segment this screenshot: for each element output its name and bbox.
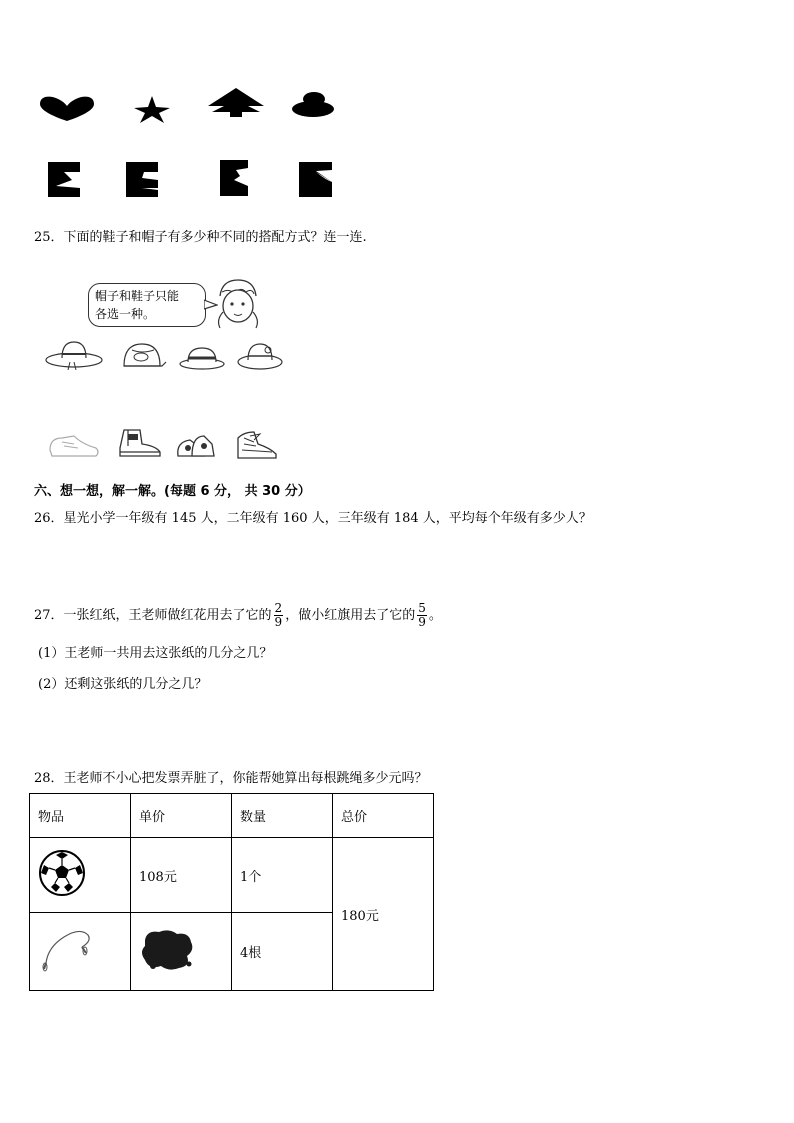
- notched-block-shape-1: [48, 162, 80, 197]
- q26-text: 26．星光小学一年级有 145 人，二年级有 160 人，三年级有 184 人，平均每个年级有多少人？: [34, 511, 592, 526]
- q27-sub1: (1）王老师一共用去这张纸的几分之几？: [38, 646, 273, 661]
- table-header-row: [30, 794, 434, 838]
- header-quantity: 数量: [232, 794, 333, 838]
- fraction-numerator: 5: [418, 601, 426, 615]
- section-heading: 六、想一想，解一解。(每题 6 分， 共 30 分）: [34, 484, 311, 499]
- header-total: 总价: [333, 794, 434, 838]
- header-item: 物品: [30, 794, 131, 838]
- sneaker-icon: [50, 436, 98, 456]
- hats-row: [44, 336, 294, 378]
- jump-rope-cell: [30, 913, 131, 991]
- fraction-denominator: 9: [418, 615, 426, 629]
- quantity-rope: 4根: [232, 913, 333, 991]
- fraction-numerator: 2: [274, 601, 283, 615]
- shoes-row: [44, 424, 284, 464]
- q28-text: 28．王老师不小心把发票弄脏了，你能帮她算出每根跳绳多少元吗？: [34, 771, 428, 786]
- smudged-price-cell: [131, 913, 232, 991]
- q27-sub2: (2）还剩这张纸的几分之几？: [38, 677, 208, 692]
- ink-smudge-icon: [139, 926, 197, 974]
- flower-hat-icon: [238, 344, 282, 369]
- speech-bubble: [88, 283, 206, 327]
- table-row: [30, 838, 434, 913]
- q27-text: [34, 600, 442, 632]
- tree-arrow-shape: [208, 88, 264, 117]
- notched-block-shape-2: [126, 162, 158, 197]
- q27-text-b: ，做小红旗用去了它的: [285, 608, 416, 623]
- q27-text-c: 。: [428, 608, 442, 623]
- toddler-shoes-icon: [178, 436, 214, 456]
- shape-figures: [30, 80, 360, 205]
- q25-text: 25．下面的鞋子和帽子有多少种不同的搭配方式？连一连.: [34, 230, 367, 245]
- star-shape: [134, 96, 170, 123]
- high-top-sneaker-icon: [238, 432, 276, 458]
- quantity-ball: 1个: [232, 838, 333, 913]
- fraction-denominator: 9: [274, 615, 283, 629]
- cap-icon: [124, 344, 166, 366]
- fraction-2-9: [274, 602, 284, 629]
- fedora-icon: [180, 348, 224, 369]
- notched-block-shape-4: [299, 162, 332, 197]
- notched-block-shape-3: [220, 160, 248, 196]
- girl-icon: [210, 276, 266, 334]
- soccer-ball-cell: [30, 838, 131, 913]
- total-cell: 180元: [333, 838, 434, 991]
- q27-text-a: 27．一张红纸，王老师做红花用去了它的: [34, 608, 272, 623]
- wide-brim-hat-icon: [46, 342, 102, 370]
- header-unit-price: 单价: [131, 794, 232, 838]
- speech-line-1: 帽子和鞋子只能: [95, 289, 180, 303]
- boot-icon: [120, 430, 160, 456]
- receipt-table: [29, 793, 434, 991]
- speech-line-2: 各选一种。: [95, 307, 156, 321]
- unit-price-ball: 108元: [131, 838, 232, 913]
- heart-shape: [40, 97, 94, 121]
- soccer-ball-icon: [38, 849, 86, 897]
- snowman-shape: [292, 92, 334, 117]
- jump-rope-icon: [38, 925, 94, 975]
- fraction-5-9: [417, 602, 427, 629]
